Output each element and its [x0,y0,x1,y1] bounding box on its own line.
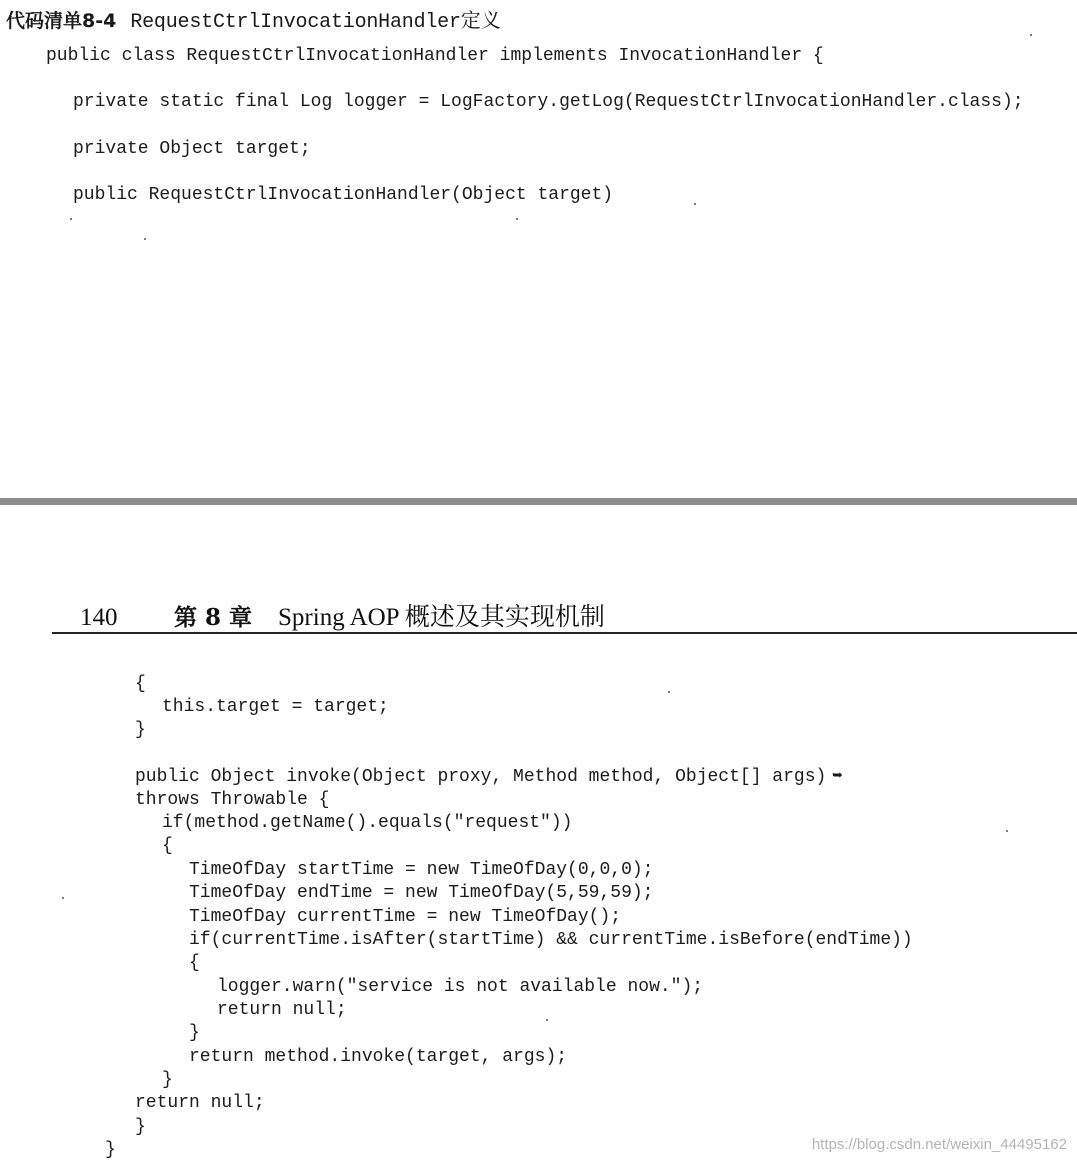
code-text: public Object invoke(Object proxy, Method method, Object[] args) [135,767,827,787]
code-line: return null; [135,1093,265,1113]
scan-speck [546,1019,548,1021]
code-line: throws Throwable { [135,790,330,810]
listing-label: 代码清单8-4 [6,10,117,32]
code-line: { [162,836,173,856]
scan-speck [1030,34,1032,36]
scan-speck [1006,830,1008,832]
watermark-url: https://blog.csdn.net/weixin_44495162 [811,1136,1067,1153]
scan-speck [516,218,518,220]
code-line: public RequestCtrlInvocationHandler(Object target) [73,185,614,205]
code-line-wrapped [135,767,843,788]
chapter-label: 第 8 章 [174,604,253,631]
listing-class-name: RequestCtrlInvocationHandler [130,11,461,34]
code-line: { [135,674,146,694]
code-line: { [189,953,200,973]
code-line: if(method.getName().equals("request")) [162,813,573,833]
code-line: private Object target; [73,139,311,159]
code-line: return null; [217,1000,347,1020]
scan-speck [62,897,64,899]
code-line: public class RequestCtrlInvocationHandler implements InvocationHandler { [46,46,824,66]
code-line: TimeOfDay startTime = new TimeOfDay(0,0,0); [189,860,654,880]
code-line: } [135,1117,146,1137]
page-number: 140 [80,604,118,631]
code-line: } [162,1070,173,1090]
line-continuation-icon: ➥ [832,768,843,787]
scan-speck [70,218,72,220]
header-rule [52,632,1077,634]
code-line: } [105,1140,116,1160]
scan-speck [694,203,696,205]
page-divider [0,498,1077,505]
code-line: if(currentTime.isAfter(startTime) && currentTime.isBefore(endTime)) [189,930,913,950]
code-line: TimeOfDay endTime = new TimeOfDay(5,59,59); [189,883,654,903]
code-line: } [135,720,146,740]
scan-speck [144,238,146,240]
code-line: logger.warn("service is not available now."); [217,977,704,997]
listing-caption [6,4,501,34]
code-line: } [189,1023,200,1043]
running-head [80,597,605,633]
listing-suffix: 定义 [460,8,501,32]
code-line: this.target = target; [162,697,389,717]
chapter-title: Spring AOP 概述及其实现机制 [278,604,605,631]
upper-book-page [0,0,1077,498]
code-line: private static final Log logger = LogFactory.getLog(RequestCtrlInvocationHandler.class); [73,92,1024,112]
code-line: return method.invoke(target, args); [189,1047,568,1067]
code-line: TimeOfDay currentTime = new TimeOfDay(); [189,907,622,927]
scan-speck [668,691,670,693]
